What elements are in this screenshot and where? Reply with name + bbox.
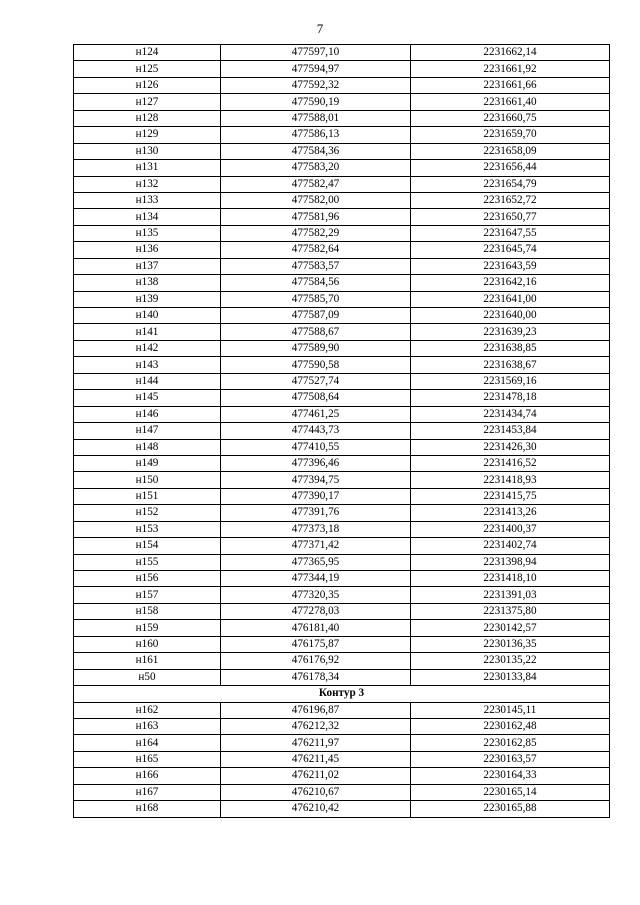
y-coordinate-cell: 2230165,14 <box>411 784 610 800</box>
table-row <box>74 423 610 439</box>
x-coordinate-cell: 477589,90 <box>221 340 411 356</box>
x-coordinate-cell: 477588,01 <box>221 110 411 126</box>
point-name-cell: н158 <box>74 603 221 619</box>
table-row <box>74 784 610 800</box>
x-coordinate-cell: 477582,00 <box>221 192 411 208</box>
point-name-cell: н124 <box>74 45 221 61</box>
y-coordinate-cell: 2231656,44 <box>411 160 610 176</box>
x-coordinate-cell: 477584,56 <box>221 275 411 291</box>
y-coordinate-cell: 2231398,94 <box>411 554 610 570</box>
y-coordinate-cell: 2231652,72 <box>411 192 610 208</box>
y-coordinate-cell: 2231639,23 <box>411 324 610 340</box>
point-name-cell: н129 <box>74 127 221 143</box>
table-row <box>74 603 610 619</box>
point-name-cell: н160 <box>74 636 221 652</box>
x-coordinate-cell: 477583,20 <box>221 160 411 176</box>
table-row <box>74 291 610 307</box>
point-name-cell: н126 <box>74 77 221 93</box>
y-coordinate-cell: 2231661,40 <box>411 94 610 110</box>
point-name-cell: н161 <box>74 653 221 669</box>
table-row <box>74 571 610 587</box>
table-row <box>74 636 610 652</box>
x-coordinate-cell: 477461,25 <box>221 406 411 422</box>
table-row <box>74 373 610 389</box>
point-name-cell: н132 <box>74 176 221 192</box>
point-name-cell: н133 <box>74 192 221 208</box>
y-coordinate-cell: 2231453,84 <box>411 423 610 439</box>
table-row <box>74 653 610 669</box>
y-coordinate-cell: 2231645,74 <box>411 242 610 258</box>
x-coordinate-cell: 477582,64 <box>221 242 411 258</box>
y-coordinate-cell: 2231569,16 <box>411 373 610 389</box>
x-coordinate-cell: 477278,03 <box>221 603 411 619</box>
table-row <box>74 225 610 241</box>
y-coordinate-cell: 2231662,14 <box>411 45 610 61</box>
y-coordinate-cell: 2231647,55 <box>411 225 610 241</box>
table-row <box>74 587 610 603</box>
point-name-cell: н156 <box>74 571 221 587</box>
y-coordinate-cell: 2231638,67 <box>411 357 610 373</box>
table-row <box>74 768 610 784</box>
x-coordinate-cell: 477344,19 <box>221 571 411 587</box>
point-name-cell: н137 <box>74 258 221 274</box>
y-coordinate-cell: 2231661,66 <box>411 77 610 93</box>
x-coordinate-cell: 477587,09 <box>221 308 411 324</box>
table-row <box>74 702 610 718</box>
table-row <box>74 439 610 455</box>
y-coordinate-cell: 2231650,77 <box>411 209 610 225</box>
table-row <box>74 718 610 734</box>
x-coordinate-cell: 477582,29 <box>221 225 411 241</box>
y-coordinate-cell: 2230165,88 <box>411 801 610 817</box>
y-coordinate-cell: 2230163,57 <box>411 751 610 767</box>
y-coordinate-cell: 2230162,48 <box>411 718 610 734</box>
y-coordinate-cell: 2231660,75 <box>411 110 610 126</box>
table-row <box>74 390 610 406</box>
table-row <box>74 455 610 471</box>
x-coordinate-cell: 477371,42 <box>221 538 411 554</box>
table-row <box>74 45 610 61</box>
y-coordinate-cell: 2230142,57 <box>411 620 610 636</box>
point-name-cell: н164 <box>74 735 221 751</box>
x-coordinate-cell: 477583,57 <box>221 258 411 274</box>
y-coordinate-cell: 2231391,03 <box>411 587 610 603</box>
x-coordinate-cell: 477585,70 <box>221 291 411 307</box>
point-name-cell: н136 <box>74 242 221 258</box>
x-coordinate-cell: 477581,96 <box>221 209 411 225</box>
x-coordinate-cell: 476178,34 <box>221 669 411 685</box>
x-coordinate-cell: 477590,58 <box>221 357 411 373</box>
table-row <box>74 801 610 817</box>
x-coordinate-cell: 477373,18 <box>221 521 411 537</box>
table-row <box>74 176 610 192</box>
table-row <box>74 143 610 159</box>
point-name-cell: н168 <box>74 801 221 817</box>
point-name-cell: н154 <box>74 538 221 554</box>
table-row <box>74 275 610 291</box>
x-coordinate-cell: 477365,95 <box>221 554 411 570</box>
table-row <box>74 209 610 225</box>
point-name-cell: н146 <box>74 406 221 422</box>
table-row <box>74 554 610 570</box>
point-name-cell: н128 <box>74 110 221 126</box>
x-coordinate-cell: 477584,36 <box>221 143 411 159</box>
y-coordinate-cell: 2231478,18 <box>411 390 610 406</box>
table-row <box>74 735 610 751</box>
page-number: 7 <box>316 21 324 36</box>
point-name-cell: н142 <box>74 340 221 356</box>
table-row <box>74 127 610 143</box>
x-coordinate-cell: 477410,55 <box>221 439 411 455</box>
x-coordinate-cell: 476211,45 <box>221 751 411 767</box>
point-name-cell: н125 <box>74 61 221 77</box>
point-name-cell: н127 <box>74 94 221 110</box>
y-coordinate-cell: 2230135,22 <box>411 653 610 669</box>
table-row <box>74 94 610 110</box>
point-name-cell: н166 <box>74 768 221 784</box>
x-coordinate-cell: 477527,74 <box>221 373 411 389</box>
x-coordinate-cell: 477508,64 <box>221 390 411 406</box>
x-coordinate-cell: 476211,02 <box>221 768 411 784</box>
y-coordinate-cell: 2230133,84 <box>411 669 610 685</box>
y-coordinate-cell: 2231418,10 <box>411 571 610 587</box>
point-name-cell: н167 <box>74 784 221 800</box>
coordinates-table-body <box>74 45 610 818</box>
table-row <box>74 61 610 77</box>
x-coordinate-cell: 476211,97 <box>221 735 411 751</box>
point-name-cell: н157 <box>74 587 221 603</box>
table-row <box>74 258 610 274</box>
table-row <box>74 406 610 422</box>
x-coordinate-cell: 477320,35 <box>221 587 411 603</box>
table-row <box>74 521 610 537</box>
point-name-cell: н50 <box>74 669 221 685</box>
table-row <box>74 357 610 373</box>
y-coordinate-cell: 2231643,59 <box>411 258 610 274</box>
y-coordinate-cell: 2231413,26 <box>411 505 610 521</box>
x-coordinate-cell: 476196,87 <box>221 702 411 718</box>
y-coordinate-cell: 2230164,33 <box>411 768 610 784</box>
table-row <box>74 472 610 488</box>
point-name-cell: н150 <box>74 472 221 488</box>
x-coordinate-cell: 477588,67 <box>221 324 411 340</box>
y-coordinate-cell: 2231661,92 <box>411 61 610 77</box>
point-name-cell: н165 <box>74 751 221 767</box>
x-coordinate-cell: 476210,42 <box>221 801 411 817</box>
y-coordinate-cell: 2231659,70 <box>411 127 610 143</box>
table-row <box>74 192 610 208</box>
x-coordinate-cell: 476210,67 <box>221 784 411 800</box>
x-coordinate-cell: 476175,87 <box>221 636 411 652</box>
x-coordinate-cell: 476181,40 <box>221 620 411 636</box>
section-title: Контур 3 <box>74 686 610 702</box>
table-row <box>74 77 610 93</box>
x-coordinate-cell: 477590,19 <box>221 94 411 110</box>
y-coordinate-cell: 2231400,37 <box>411 521 610 537</box>
point-name-cell: н149 <box>74 455 221 471</box>
y-coordinate-cell: 2231641,00 <box>411 291 610 307</box>
table-row <box>74 340 610 356</box>
table-row <box>74 538 610 554</box>
point-name-cell: н131 <box>74 160 221 176</box>
point-name-cell: н152 <box>74 505 221 521</box>
point-name-cell: н151 <box>74 488 221 504</box>
y-coordinate-cell: 2231654,79 <box>411 176 610 192</box>
point-name-cell: н140 <box>74 308 221 324</box>
point-name-cell: н163 <box>74 718 221 734</box>
table-row <box>74 505 610 521</box>
table-row <box>74 160 610 176</box>
point-name-cell: н159 <box>74 620 221 636</box>
y-coordinate-cell: 2231415,75 <box>411 488 610 504</box>
x-coordinate-cell: 477594,97 <box>221 61 411 77</box>
y-coordinate-cell: 2231402,74 <box>411 538 610 554</box>
point-name-cell: н143 <box>74 357 221 373</box>
x-coordinate-cell: 477391,76 <box>221 505 411 521</box>
coordinates-table <box>73 44 610 818</box>
x-coordinate-cell: 477396,46 <box>221 455 411 471</box>
x-coordinate-cell: 477390,17 <box>221 488 411 504</box>
point-name-cell: н139 <box>74 291 221 307</box>
table-row <box>74 308 610 324</box>
x-coordinate-cell: 476176,92 <box>221 653 411 669</box>
y-coordinate-cell: 2230136,35 <box>411 636 610 652</box>
table-row <box>74 110 610 126</box>
y-coordinate-cell: 2231658,09 <box>411 143 610 159</box>
y-coordinate-cell: 2230162,85 <box>411 735 610 751</box>
y-coordinate-cell: 2231418,93 <box>411 472 610 488</box>
x-coordinate-cell: 477597,10 <box>221 45 411 61</box>
point-name-cell: н135 <box>74 225 221 241</box>
point-name-cell: н144 <box>74 373 221 389</box>
point-name-cell: н153 <box>74 521 221 537</box>
point-name-cell: н134 <box>74 209 221 225</box>
point-name-cell: н145 <box>74 390 221 406</box>
y-coordinate-cell: 2231642,16 <box>411 275 610 291</box>
table-row <box>74 242 610 258</box>
y-coordinate-cell: 2231375,80 <box>411 603 610 619</box>
table-row <box>74 669 610 685</box>
point-name-cell: н162 <box>74 702 221 718</box>
point-name-cell: н141 <box>74 324 221 340</box>
table-row <box>74 751 610 767</box>
table-row <box>74 324 610 340</box>
x-coordinate-cell: 477592,32 <box>221 77 411 93</box>
y-coordinate-cell: 2231640,00 <box>411 308 610 324</box>
x-coordinate-cell: 477394,75 <box>221 472 411 488</box>
x-coordinate-cell: 476212,32 <box>221 718 411 734</box>
y-coordinate-cell: 2231434,74 <box>411 406 610 422</box>
point-name-cell: н138 <box>74 275 221 291</box>
section-header-row <box>74 686 610 702</box>
y-coordinate-cell: 2230145,11 <box>411 702 610 718</box>
point-name-cell: н148 <box>74 439 221 455</box>
point-name-cell: н130 <box>74 143 221 159</box>
table-row <box>74 620 610 636</box>
x-coordinate-cell: 477582,47 <box>221 176 411 192</box>
y-coordinate-cell: 2231426,30 <box>411 439 610 455</box>
y-coordinate-cell: 2231416,52 <box>411 455 610 471</box>
y-coordinate-cell: 2231638,85 <box>411 340 610 356</box>
table-row <box>74 488 610 504</box>
point-name-cell: н155 <box>74 554 221 570</box>
x-coordinate-cell: 477443,73 <box>221 423 411 439</box>
x-coordinate-cell: 477586,13 <box>221 127 411 143</box>
point-name-cell: н147 <box>74 423 221 439</box>
